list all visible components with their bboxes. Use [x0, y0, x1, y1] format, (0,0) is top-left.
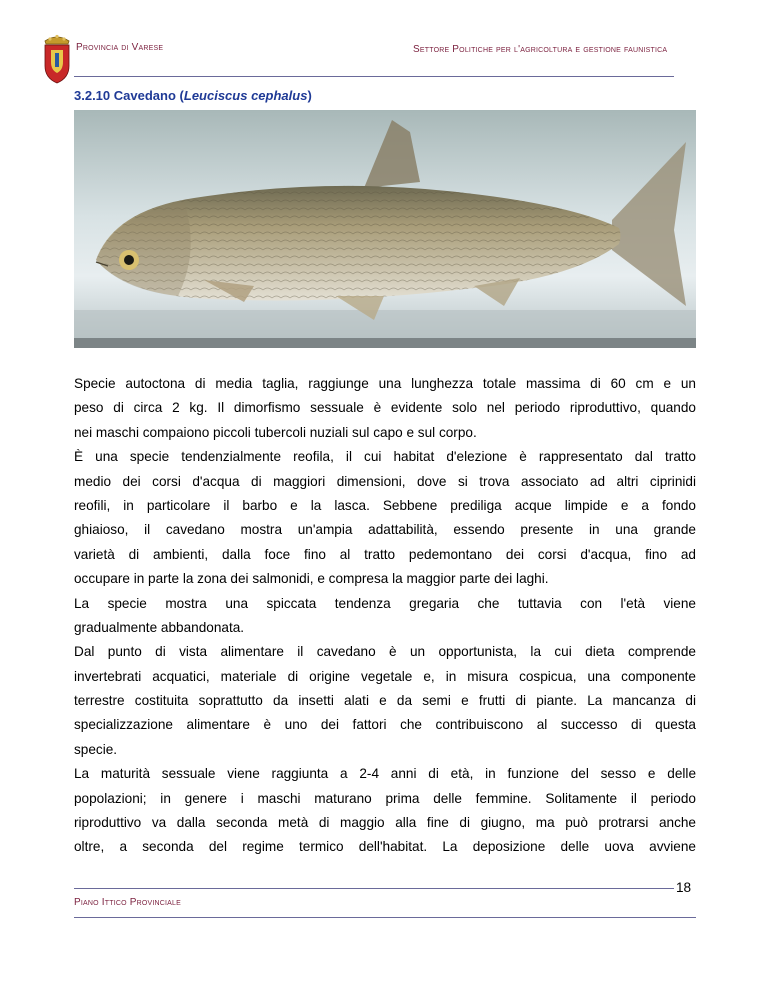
page-number: 18	[676, 880, 692, 895]
section-latin-name: Leuciscus cephalus	[183, 88, 308, 103]
paragraph-gregarious	[74, 592, 696, 641]
text-line: Specie autoctona di media taglia, raggiunge una lunghezza totale massima di 60 cm e un	[74, 376, 696, 391]
text-line: terrestre costituita soprattutto da insetti alati e da semi e frutti di piante. La mancanza di	[74, 693, 696, 709]
text-line: gradualmente abbandonata.	[74, 619, 245, 635]
footer-divider-top	[74, 888, 674, 889]
text-line: riproduttivo va dalla seconda metà di maggio alla fine di giugno, ma può protrarsi anche	[74, 815, 696, 831]
section-number: 3.2.10	[74, 88, 111, 103]
text-line: La maturità sessuale viene raggiunta a 2-4 anni di età, in funzione del sesso e delle	[74, 766, 696, 782]
text-line: reofili, in particolare il barbo e la lasca. Sebbene prediliga acque limpide e a fondo	[74, 497, 696, 513]
header-left-province: Provincia di Varese	[76, 42, 164, 53]
text-line: peso di circa 2 kg. Il dimorfismo sessuale è evidente solo nel periodo riproduttivo, quando	[74, 400, 696, 416]
text-line: invertebrati acquatici, materiale di origine vegetale e, in misura cospicua, una componente	[74, 668, 696, 684]
text-line: occupare in parte la zona dei salmonidi, e compresa la maggior parte dei laghi.	[74, 571, 549, 587]
text-line: Dal punto di vista alimentare il cavedano è un opportunista, la cui dieta comprende	[74, 644, 696, 660]
text-line: medio dei corsi d'acqua di maggiori dimensioni, dove si trova associato ad altri ciprinidi	[74, 473, 696, 489]
province-crest-icon	[42, 32, 72, 86]
cavedano-fish-photo	[74, 110, 696, 348]
text-line: popolazioni; in genere i maschi maturano prima delle femmine. Solitamente il periodo	[74, 790, 696, 806]
text-line: ghiaioso, il cavedano mostra un'ampia adattabilità, essendo presente in una grande	[74, 522, 696, 538]
text-line: oltre, a seconda del regime termico dell'habitat. La deposizione delle uova avviene	[74, 839, 696, 855]
paragraph-habitat	[74, 445, 696, 591]
footer-divider-bottom	[74, 917, 696, 918]
text-line: specializzazione alimentare è uno dei fattori che contribuiscono al successo di questa	[74, 717, 696, 733]
paragraph-reproduction	[74, 762, 696, 860]
section-name: Cavedano	[113, 88, 176, 103]
text-line: nei maschi compaiono piccoli tubercoli nuziali sul capo e sul corpo.	[74, 424, 477, 440]
text-line: La specie mostra una spiccata tendenza gregaria che tuttavia con l'età viene	[74, 595, 696, 611]
text-line: È una specie tendenzialmente reofila, il cui habitat d'elezione è rappresentato dal tratto	[74, 449, 696, 465]
paragraph-diet	[74, 640, 696, 762]
section-title: 3.2.10 Cavedano (Leuciscus cephalus)	[74, 88, 312, 103]
paragraph-size	[74, 372, 696, 445]
species-description	[74, 372, 696, 860]
footer-title: Piano Ittico Provinciale	[74, 897, 181, 908]
header-right-department: Settore Politiche per l'agricoltura e gestione faunistica	[413, 44, 668, 55]
text-line: specie.	[74, 741, 118, 757]
header-divider	[74, 76, 674, 77]
text-line: varietà di ambienti, dalla foce fino al tratto pedemontano dei corsi d'acqua, fino ad	[74, 546, 696, 562]
